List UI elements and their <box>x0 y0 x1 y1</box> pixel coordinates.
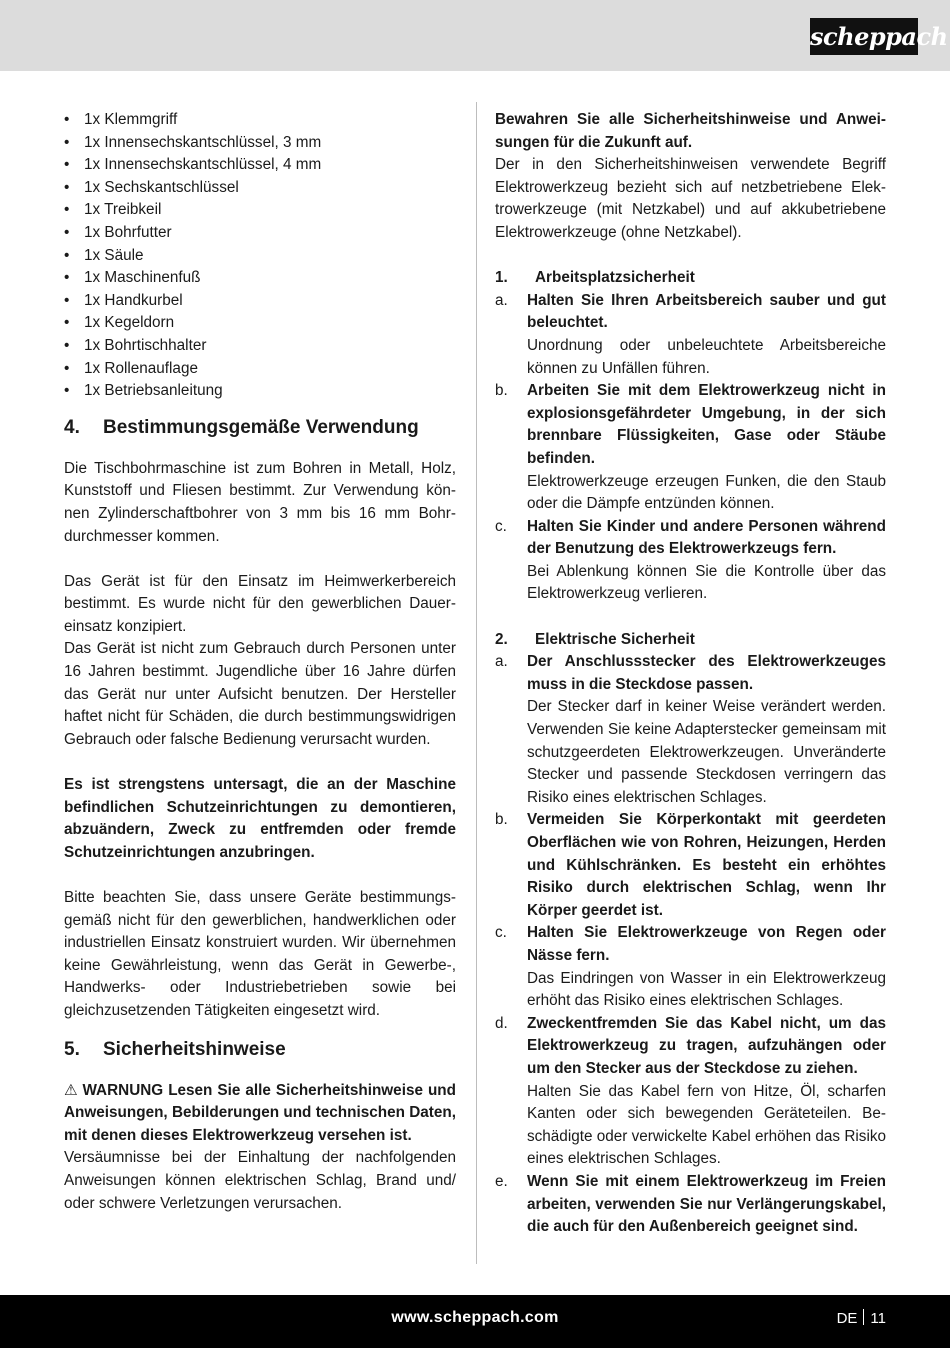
paragraph: Der in den Sicherheitshinweisen verwendete Begriff Elektrowerkzeug bezieht sich auf netzbetriebene Elektrowerkzeuge (mit Netzkabel) und auf akkubetriebene Elektrowerkzeuge (ohne Netzkabel). <box>495 156 886 241</box>
safety-item: b. Arbeiten Sie mit dem Elektrowerkzeug nicht in explosionsgefährdeter Umgebung, in der sich brennbare Flüssigkeiten, Gase oder Stäube befinden. Elektrowerkzeuge erzeugen Funken, die den Staub oder die Dämpfe entzünden können. <box>495 382 886 513</box>
safety-item: a. Halten Sie Ihren Arbeitsbereich sauber und gut beleuchtet. Unordnung oder unbeleuchtete Arbeitsbereiche können zu Unfällen führen. <box>495 291 886 377</box>
paragraph: Versäumnisse bei der Einhaltung der nachfolgenden Anweisungen können elektrischen Schlag, Brand und/ oder schwere Verletzungen verursachen. <box>64 1149 456 1212</box>
list-item: • 1x Treibkeil <box>64 201 162 219</box>
page-header <box>0 0 950 71</box>
safety-item: c. Halten Sie Elektrowerkzeuge von Regen oder Nässe fern. Das Eindringen von Wasser in ein Elektrowerkzeug erhöht das Risiko eines elektrischen Schlages. <box>495 924 886 1010</box>
paragraph: Bitte beachten Sie, dass unsere Geräte bestimmungsgemäß nicht für den gewerblichen, handwerklichen oder industriellen Einsatz konstruiert wurden. Wir übernehmen keine Gewährleistung, wenn das Gerät in Gewerbe-, Handwerks- oder Industriebetrieben sowie bei gleichzusetzenden Tätigkeiten eingesetzt wird. <box>64 889 456 1019</box>
page-number: DE 11 <box>836 1310 886 1327</box>
scheppach-logo: scheppach <box>810 18 918 55</box>
parts-list <box>64 109 456 403</box>
safety-item: b. Vermeiden Sie Körperkontakt mit geerdeten Oberflächen wie von Rohren, Heizungen, Herden und Kühlschränken. Es besteht ein erhöhtes Risiko durch elektrischen Schlag, wenn Ihr Körper geerdet ist. <box>495 811 886 919</box>
prohibition-paragraph: Es ist strengstens untersagt, die an der Maschine befindlichen Schutzeinrichtungen zu demontieren, abzuändern, Zweck zu entfremden oder fremde Schutzeinrichtungen anzubringen. <box>64 776 456 861</box>
column-divider <box>476 102 477 1264</box>
paragraph: Die Tischbohrmaschine ist zum Bohren in Metall, Holz, Kunststoff und Fliesen bestimmt. Zur Verwendung können Zylinderschaftbohrer von 3 mm bis 16 mm Bohrdurchmesser kommen. <box>64 459 456 545</box>
list-item: • 1x Bohrtischhalter <box>64 336 207 354</box>
subsection-1-heading: 1. Arbeitsplatzsicherheit <box>495 269 695 287</box>
list-item: • 1x Betriebsanleitung <box>64 382 223 400</box>
safety-item: a. Der Anschlussstecker des Elektrowerkzeuges muss in die Steckdose passen. Der Stecker darf in keiner Weise verändert werden. Verwenden Sie keine Adapterstecker gemeinsam mit schutzgeerdeten Elektrowerkzeugen. Unveränderte Stecker und passende Steckdosen verringern das Risiko eines elektrischen Schlages. <box>495 653 886 806</box>
safety-item: d. Zweckentfremden Sie das Kabel nicht, um das Elektrowerkzeug zu tragen, aufzuhängen oder um den Stecker aus der Steckdose zu ziehen. Halten Sie das Kabel fern von Hitze, Öl, scharfen Kanten oder sich bewegenden Geräteteilen. Beschädigte oder verwickelte Kabel erhöhen das Risiko eines elektrischen Schlages. <box>495 1014 886 1168</box>
warning-paragraph: ⚠ WARNUNG Lesen Sie alle Sicherheitshinweise und Anweisungen, Bebilderungen und technischen Daten, mit denen dieses Elektrowerkzeug versehen ist. <box>64 1081 456 1144</box>
list-item: • 1x Innensechskantschlüssel, 3 mm <box>64 133 322 151</box>
section-4-heading: 4. Bestimmungsgemäße Verwendung <box>64 416 419 438</box>
left-column <box>64 109 456 1215</box>
list-item: • 1x Klemmgriff <box>64 111 178 128</box>
website-link[interactable]: www.scheppach.com <box>391 1309 559 1326</box>
section-5-heading: 5. Sicherheitshinweise <box>64 1038 286 1060</box>
list-item: • 1x Innensechskantschlüssel, 4 mm <box>64 156 322 174</box>
right-column <box>495 109 886 1239</box>
list-item: • 1x Rollenauflage <box>64 359 198 377</box>
paragraph: Das Gerät ist für den Einsatz im Heimwerkerbereich bestimmt. Es wurde nicht für den gewerblichen Dauereinsatz konzipiert. <box>64 572 456 635</box>
list-item: • 1x Maschinenfuß <box>64 269 201 287</box>
intro-bold: Bewahren Sie alle Sicherheitshinweise und Anweisungen für die Zukunft auf. <box>495 111 886 151</box>
safety-item: c. Halten Sie Kinder und andere Personen während der Benutzung des Elektrowerkzeugs fern. Bei Ablenkung können Sie die Kontrolle über das Elektrowerkzeug verlieren. <box>495 517 886 603</box>
warning-icon: ⚠ <box>64 1081 79 1099</box>
list-item: • 1x Säule <box>64 246 144 264</box>
page-footer <box>0 1295 950 1348</box>
paragraph: Das Gerät ist nicht zum Gebrauch durch Personen unter 16 Jahren bestimmt. Jugendliche über 16 Jahre dürfen das Gerät nur unter Aufsicht benutzen. Der Hersteller haftet nicht für Schäden, die durch bestimmungswidrigen Gebrauch oder falsche Bedienung verursacht wurden. <box>64 640 456 748</box>
list-item: • 1x Bohrfutter <box>64 223 172 241</box>
subsection-2-heading: 2. Elektrische Sicherheit <box>495 630 695 648</box>
list-item: • 1x Kegeldorn <box>64 314 175 332</box>
list-item: • 1x Handkurbel <box>64 291 183 309</box>
list-item: • 1x Sechskantschlüssel <box>64 178 239 196</box>
safety-item: e. Wenn Sie mit einem Elektrowerkzeug im Freien arbeiten, verwenden Sie nur Verlängerungskabel, die auch für den Außenbereich geeignet sind. <box>495 1172 886 1236</box>
